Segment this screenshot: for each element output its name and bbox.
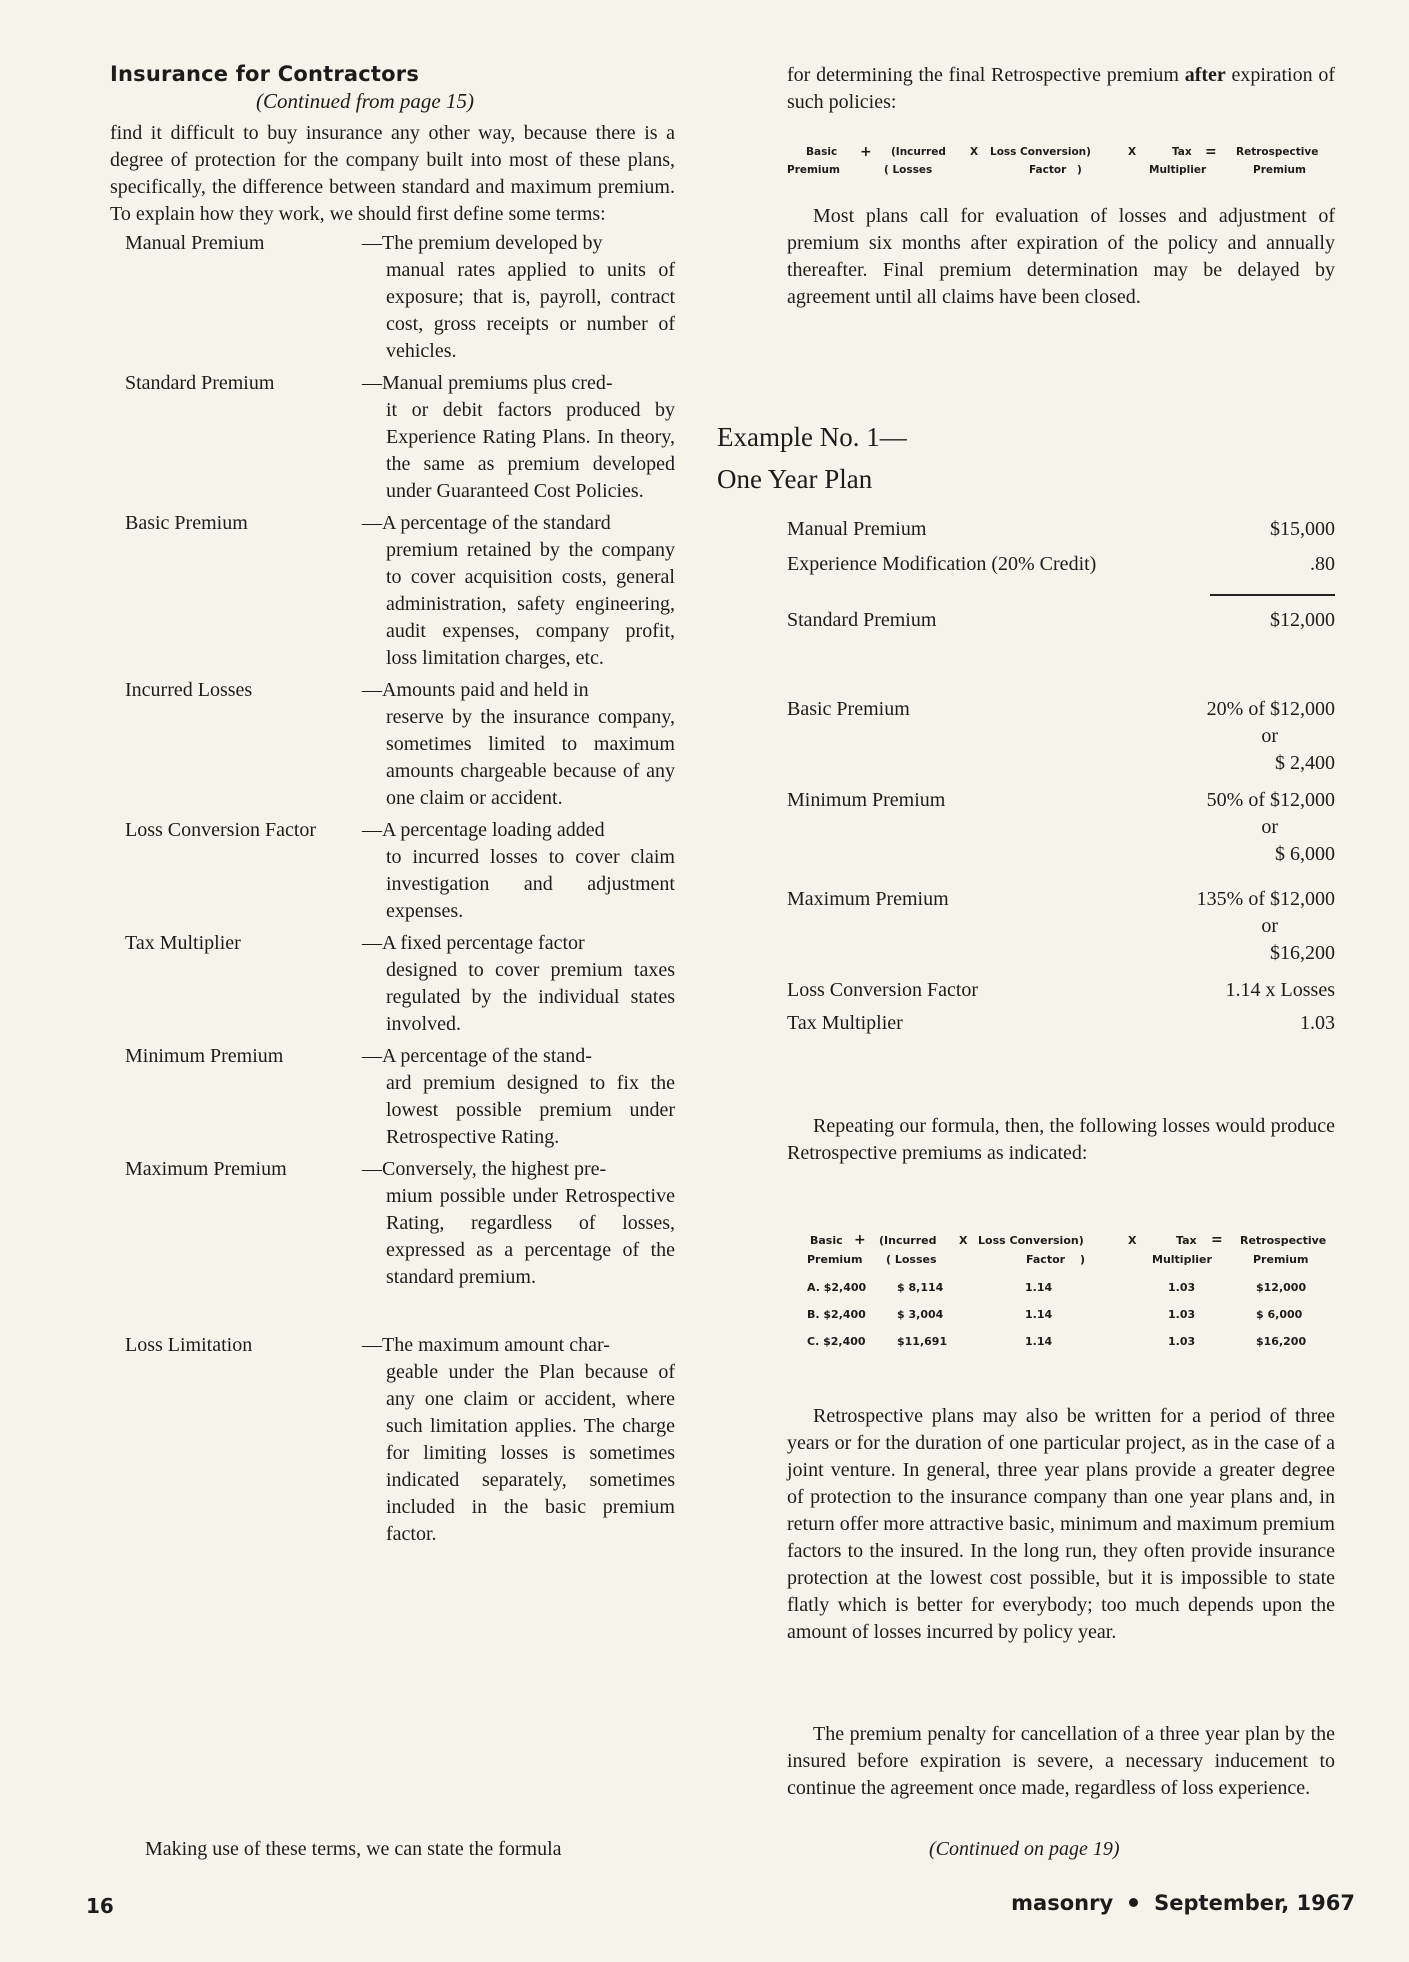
row-value: $ 6,000 (1275, 843, 1335, 865)
row-minimum-amount (787, 843, 1335, 870)
formula-losses: ( Losses (884, 164, 933, 176)
definition-rest: ard premium designed to fix the lowest possible premium under Retrospective Rating. (386, 1072, 675, 1148)
definition-rest: mium possible under Retrospective Rating, regardless of losses, expressed as a percentage of the standard premium. (386, 1185, 675, 1288)
row-label: Experience Modification (20% Credit) (787, 553, 1097, 575)
p1-text-c: expiration of such policies: (787, 64, 1335, 113)
making-use-sentence: Making use of these terms, we can state the formula (145, 1838, 562, 1860)
row-value: 50% of $12,000 (1206, 789, 1335, 811)
formula-close-paren: ) (1077, 164, 1082, 176)
table-cell-tax: 1.03 (1168, 1335, 1196, 1348)
table-cell-factor: 1.14 (1025, 1335, 1053, 1348)
row-maximum-amount (787, 942, 1335, 969)
row-value: 20% of $12,000 (1206, 698, 1335, 720)
or-text: or (1261, 915, 1278, 937)
cancellation-penalty-paragraph: The premium penalty for cancellation of a three year plan by the insured before expiration is severe, a necessary inducement to continue the agreement once made, regardless of loss experience. (787, 1723, 1335, 1799)
sum-rule (1210, 594, 1335, 596)
left-column (110, 62, 675, 1548)
table-cell-retrospective: $12,000 (1256, 1281, 1307, 1294)
term-definition (362, 1332, 675, 1548)
table-cell-basic: A. $2,400 (807, 1281, 867, 1294)
row-label: Maximum Premium (787, 888, 949, 910)
formula-loss-conversion: Loss Conversion) (990, 146, 1091, 158)
row-maximum-or (787, 915, 1335, 942)
row-value: 1.14 x Losses (1225, 979, 1335, 1001)
formula-times-1: X (970, 146, 979, 158)
term-name: Loss Limitation (125, 1334, 253, 1356)
term-name: Maximum Premium (125, 1158, 287, 1180)
formula-incurred: (Incurred (891, 146, 946, 158)
row-standard-premium (787, 609, 1335, 636)
formula-times-2: X (1128, 146, 1137, 158)
definition-rest: it or debit factors produced by Experience Rating Plans. In theory, the same as premium developed under Guaranteed Cost Policies. (386, 399, 675, 502)
row-loss-conversion-factor (787, 979, 1335, 1006)
term-definition (362, 370, 675, 505)
row-value: $16,200 (1270, 942, 1335, 964)
term-maximum-premium (110, 1156, 675, 1291)
header-losses: ( Losses (886, 1253, 937, 1266)
intro-paragraph: find it difficult to buy insurance any other way, because there is a degree of protection for the company built into most of these plans, specifically, the difference between standard and maximum premium. To explain how they work, we should first define some terms: (110, 122, 675, 225)
right-column (787, 62, 1335, 311)
definition-first-line: —A percentage of the stand- (362, 1045, 592, 1067)
header-tax: Tax (1176, 1234, 1197, 1247)
evaluation-paragraph: Most plans call for evaluation of losses and adjustment of premium six months after expiration of the policy and annually thereafter. Final premium determination may be delayed by agreement until all claims have been closed. (787, 205, 1335, 308)
row-label: Minimum Premium (787, 789, 946, 811)
table-cell-basic: B. $2,400 (807, 1308, 866, 1321)
row-basic-amount (787, 752, 1335, 779)
row-value: $15,000 (1270, 518, 1335, 540)
term-tax-multiplier (110, 930, 675, 1038)
header-basic: Basic (810, 1234, 843, 1247)
table-cell-factor: 1.14 (1025, 1308, 1053, 1321)
p1-text-a: for determining the final Retrospective premium (787, 64, 1185, 86)
row-label: Standard Premium (787, 609, 937, 631)
header-close-paren: ) (1080, 1253, 1086, 1266)
header-factor: Factor (1026, 1253, 1066, 1266)
row-label: Basic Premium (787, 698, 910, 720)
row-manual-premium (787, 518, 1335, 545)
term-definition (362, 1043, 675, 1151)
definition-first-line: —Manual premiums plus cred- (362, 372, 613, 394)
table-cell-tax: 1.03 (1168, 1281, 1196, 1294)
definition-first-line: —A percentage of the standard (362, 512, 611, 534)
header-loss-conversion: Loss Conversion) (978, 1234, 1084, 1247)
formula-factor: Factor (1029, 164, 1067, 176)
formula-premium-result: Premium (1253, 164, 1306, 176)
header-incurred: (Incurred (879, 1234, 937, 1247)
definition-rest: designed to cover premium taxes regulated by the individual states involved. (386, 959, 675, 1035)
formula-multiplier: Multiplier (1149, 164, 1207, 176)
table-cell-losses: $11,691 (897, 1335, 948, 1348)
term-name: Basic Premium (125, 512, 248, 534)
term-name: Minimum Premium (125, 1045, 284, 1067)
term-definition (362, 510, 675, 672)
formula-equals: = (1205, 144, 1217, 160)
term-standard-premium (110, 370, 675, 505)
table-cell-basic: C. $2,400 (807, 1335, 866, 1348)
continued-from-note: (Continued from page 15) (256, 89, 474, 113)
term-definition (362, 817, 675, 925)
row-maximum-premium (787, 888, 1335, 915)
example-subheading: One Year Plan (717, 464, 873, 494)
row-label: Loss Conversion Factor (787, 979, 979, 1001)
term-name: Tax Multiplier (125, 932, 241, 954)
row-experience-modification (787, 553, 1335, 580)
term-loss-limitation (110, 1332, 675, 1548)
formula-plus: + (860, 144, 872, 160)
formula-header (787, 146, 1335, 178)
definition-first-line: —The premium developed by (362, 232, 603, 254)
header-equals: = (1211, 1232, 1223, 1248)
header-premium-result: Premium (1253, 1253, 1309, 1266)
table-cell-losses: $ 8,114 (897, 1281, 944, 1294)
term-definition (362, 677, 675, 812)
header-times-1: X (959, 1234, 968, 1247)
table-cell-retrospective: $ 6,000 (1256, 1308, 1303, 1321)
definition-first-line: —A fixed percentage factor (362, 932, 585, 954)
definition-first-line: —Conversely, the highest pre- (362, 1158, 607, 1180)
row-value: $12,000 (1270, 609, 1335, 631)
term-definition (362, 230, 675, 365)
definition-rest: reserve by the insurance company, sometimes limited to maximum amounts chargeable because of any one claim or accident. (386, 706, 675, 809)
header-multiplier: Multiplier (1152, 1253, 1212, 1266)
term-manual-premium (110, 230, 675, 365)
row-basic-or (787, 725, 1335, 752)
table-cell-tax: 1.03 (1168, 1308, 1196, 1321)
definition-first-line: —The maximum amount char- (362, 1334, 610, 1356)
term-definition (362, 930, 675, 1038)
formula-retrospective: Retrospective (1236, 146, 1319, 158)
term-name: Loss Conversion Factor (125, 819, 317, 841)
article-title: Insurance for Contractors (110, 62, 420, 86)
row-label: Tax Multiplier (787, 1012, 903, 1034)
row-value: 135% of $12,000 (1196, 888, 1335, 910)
header-times-2: X (1128, 1234, 1137, 1247)
row-label: Manual Premium (787, 518, 927, 540)
definition-first-line: —A percentage loading added (362, 819, 605, 841)
header-plus: + (854, 1232, 866, 1248)
table-cell-retrospective: $16,200 (1256, 1335, 1307, 1348)
definition-rest: premium retained by the company to cover acquisition costs, general administration, safety engineering, audit expenses, company profit, loss limitation charges, etc. (386, 539, 675, 669)
definition-rest: geable under the Plan because of any one claim or accident, where such limitation applies. The charge for limiting losses is sometimes indicated separately, sometimes included in the basic premium factor. (386, 1361, 675, 1545)
page-number: 16 (86, 1894, 114, 1918)
formula-basic: Basic (806, 146, 838, 158)
term-loss-conversion-factor (110, 817, 675, 925)
definition-rest: to incurred losses to cover claim investigation and adjustment expenses. (386, 846, 675, 922)
bullet-separator-icon (1129, 1898, 1138, 1907)
term-name: Standard Premium (125, 372, 275, 394)
row-tax-multiplier (787, 1012, 1335, 1039)
p1-text-bold: after (1184, 64, 1226, 86)
definition-rest: manual rates applied to units of exposure; that is, payroll, contract cost, gross receipts or number of vehicles. (386, 259, 675, 362)
row-value: .80 (1310, 553, 1335, 575)
terms-list (110, 230, 675, 1548)
continued-on-note: (Continued on page 19) (929, 1838, 1120, 1860)
or-text: or (1261, 725, 1278, 747)
definition-first-line: —Amounts paid and held in (362, 679, 589, 701)
term-minimum-premium (110, 1043, 675, 1151)
example-heading: Example No. 1— (717, 422, 907, 452)
row-basic-premium (787, 698, 1335, 725)
header-premium: Premium (807, 1253, 863, 1266)
table-cell-losses: $ 3,004 (897, 1308, 944, 1321)
table-cell-factor: 1.14 (1025, 1281, 1053, 1294)
row-value: $ 2,400 (1275, 752, 1335, 774)
term-basic-premium (110, 510, 675, 672)
formula-premium: Premium (787, 164, 840, 176)
term-name: Manual Premium (125, 232, 265, 254)
footer-publication (1011, 1891, 1355, 1915)
or-text: or (1261, 816, 1278, 838)
three-year-plans-paragraph: Retrospective plans may also be written for a period of three years or for the duration of one particular project, as in the case of a joint venture. In general, three year plans provide a greater degree of protection to the insurance company than one year plans and, in return offer more attractive basic, minimum and maximum premium factors to the insured. In the long run, they often provide insurance protection at the lowest cost possible, but it is impossible to state flatly which is better for everybody; too much depends upon the amount of losses incurred by policy year. (787, 1405, 1335, 1643)
row-minimum-premium (787, 789, 1335, 816)
magazine-name: masonry (1011, 1891, 1114, 1915)
repeating-formula-paragraph: Repeating our formula, then, the following losses would produce Retrospective premiums as indicated: (787, 1115, 1335, 1164)
header-retrospective: Retrospective (1240, 1234, 1327, 1247)
formula-tax: Tax (1172, 146, 1192, 158)
term-name: Incurred Losses (125, 679, 253, 701)
term-incurred-losses (110, 677, 675, 812)
row-minimum-or (787, 816, 1335, 843)
issue-date: September, 1967 (1154, 1891, 1355, 1915)
term-definition (362, 1156, 675, 1291)
row-value: 1.03 (1300, 1012, 1335, 1034)
formula-intro-paragraph (787, 62, 1335, 116)
